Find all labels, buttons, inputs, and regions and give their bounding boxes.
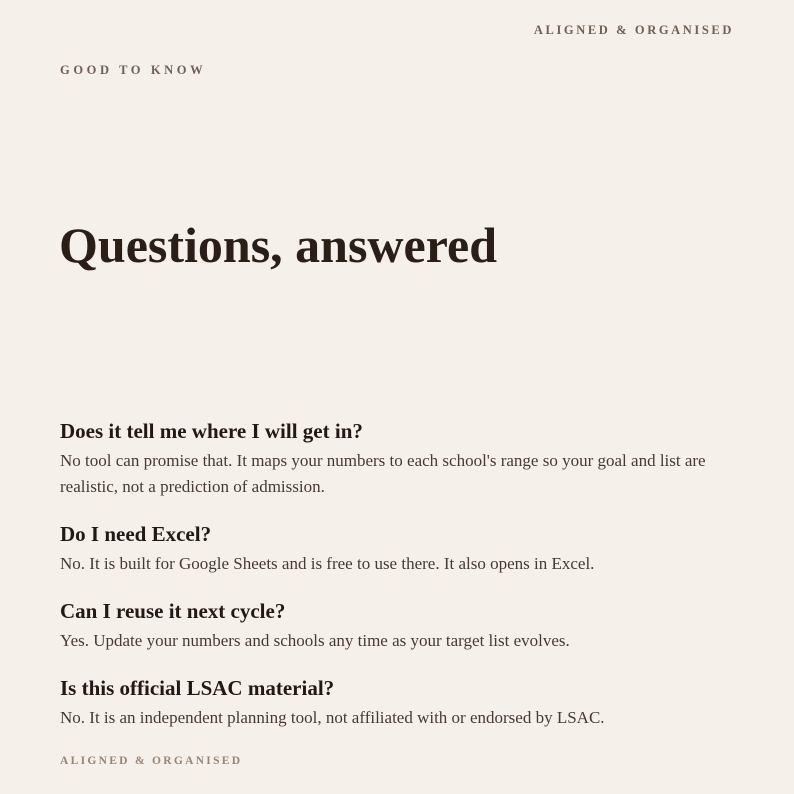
faq-question: Do I need Excel? [60, 522, 212, 546]
faq-answer: No. It is built for Google Sheets and is free to use there. It also opens in Excel. [60, 554, 595, 573]
faq-item [60, 674, 736, 731]
faq-list [60, 417, 736, 751]
faq-answer: No. It is an independent planning tool, not affiliated with or endorsed by LSAC. [60, 708, 605, 727]
faq-question: Is this official LSAC material? [60, 676, 335, 700]
faq-question: Can I reuse it next cycle? [60, 599, 286, 623]
header-brand: ALIGNED & ORGANISED [533, 23, 734, 37]
footer-brand: ALIGNED & ORGANISED [60, 755, 243, 767]
faq-item [60, 597, 736, 654]
section-eyebrow: GOOD TO KNOW [60, 63, 207, 77]
page-title: Questions, answered [59, 217, 498, 273]
faq-answer: Yes. Update your numbers and schools any time as your target list evolves. [60, 631, 570, 650]
faq-answer: No tool can promise that. It maps your numbers to each school's range so your goal and list are realistic, not a prediction of admission. [60, 451, 706, 496]
faq-item [60, 520, 736, 577]
faq-question: Does it tell me where I will get in? [60, 419, 363, 443]
faq-item [60, 417, 736, 500]
